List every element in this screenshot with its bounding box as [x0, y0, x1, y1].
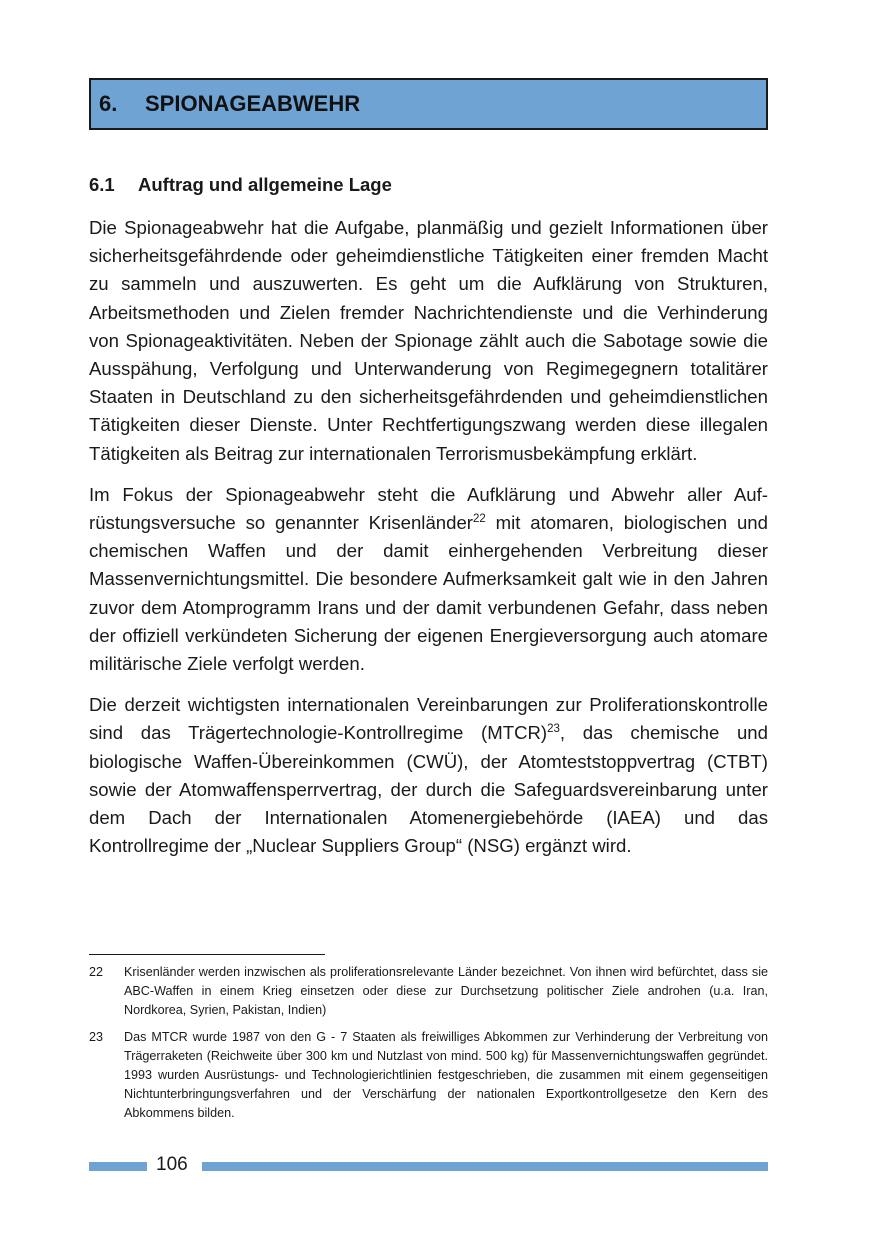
footnotes: [89, 963, 768, 1131]
paragraph-3-part-b: , das chemische und biologische Waffen-Übereinkommen (CWÜ), der Atomteststoppvertrag (CTBT) sowie der Atomwaffensperrvertrag, der durch die Safeguardsvereinbarung unter dem Dach der Internationalen Atomenergiebehörde (IAEA) und das Kontrollregime der „Nuclear Suppliers Group“ (NSG) ergänzt wird.: [89, 722, 768, 857]
footer-bar-right: [202, 1162, 768, 1171]
footnote-22: [89, 963, 768, 1019]
footnote-23: [89, 1028, 768, 1122]
paragraph-2: [89, 481, 768, 678]
section-heading: [89, 174, 392, 196]
footnote-ref-22[interactable]: 22: [473, 513, 486, 526]
paragraph-3-part-a: Die derzeit wichtigsten internationalen Vereinbarungen zur Proliferationskontrolle sind das Trägertechnologie-Kontrollregime (MTCR): [89, 694, 768, 744]
footnote-separator: [89, 954, 325, 955]
footer-bar-left: [89, 1162, 147, 1171]
paragraph-3: [89, 691, 768, 860]
chapter-heading: [89, 78, 768, 130]
page-number: 106: [156, 1154, 188, 1175]
footnote-ref-23[interactable]: 23: [547, 723, 560, 736]
footnote-number: 22: [89, 965, 104, 979]
paragraph-2-part-a: Im Fokus der Spionageabwehr steht die Aufklärung und Abwehr aller Aufrüstungsversuche so genannter Krisenländer: [89, 483, 768, 534]
section-number: 6.1: [89, 174, 115, 195]
section-title: Auftrag und allgemeine Lage: [138, 174, 392, 195]
chapter-number: 6.: [99, 91, 118, 116]
chapter-title: SPIONAGEABWEHR: [145, 91, 361, 116]
footnote-text: Das MTCR wurde 1987 von den G - 7 Staaten als freiwilliges Abkommen zur Verhinderung der Verbreitung von Trägerraketen (Reichweite über 300 km und Nutzlast von mind. 500 kg) für Massenvernichtungswaffen gegründet. 1993 wurden Ausrüstungs- und Technologierichtlinien festgeschrieben, die zusammen mit einem gegenseitigen Nichtunterbringungsverfahren und der Verschärfung der nationalen Exportkontrollgesetze den Kern des Abkommens bilden.: [124, 1030, 768, 1120]
footnote-text: Krisenländer werden inzwischen als proliferationsrelevante Länder bezeichnet. Von ihnen wird befürchtet, dass sie ABC-Waffen in einem Krieg einsetzen oder diese zur Durchsetzung politischer Ziele androhen (u.a. Iran, Nordkorea, Syrien, Pakistan, Indien): [124, 965, 768, 1017]
body-text: [89, 214, 768, 873]
footnote-number: 23: [89, 1030, 104, 1045]
paragraph-1: Die Spionageabwehr hat die Aufgabe, planmäßig und gezielt Informationen über sicherheitsgefährdende oder geheimdienstliche Tätigkeiten einer fremden Macht zu sammeln und auszuwerten. Es geht um die Aufklärung von Strukturen, Arbeitsmethoden und Zielen fremder Nachrichtendienste und die Verhinderung von Spionageaktivitäten. Neben der Spionage zählt auch die Sabotage sowie die Ausspähung, Verfolgung und Unterwanderung von Regimegegnern totalitärer Staaten in Deutschland zu den sicherheitsgefährdenden und geheimdienstlichen Tätigkeiten dieser Dienste. Unter Rechtfertigungszwang werden diese illegalen Tätigkeiten als Beitrag zur internationalen Terrorismusbekämpfung erklärt.: [89, 217, 768, 464]
paragraph-2-part-b: mit atomaren, biologischen und chemischen Waffen und der damit einhergehenden Verbreitung dieser Massenvernichtungsmittel. Die besondere Aufmerksamkeit galt wie in den Jahren zuvor dem Atomprogramm Irans und der damit verbundenen Gefahr, dass neben der offiziell verkündeten Sicherung der eigenen Energieversorgung auch atomare militärische Ziele verfolgt werden.: [89, 512, 768, 675]
